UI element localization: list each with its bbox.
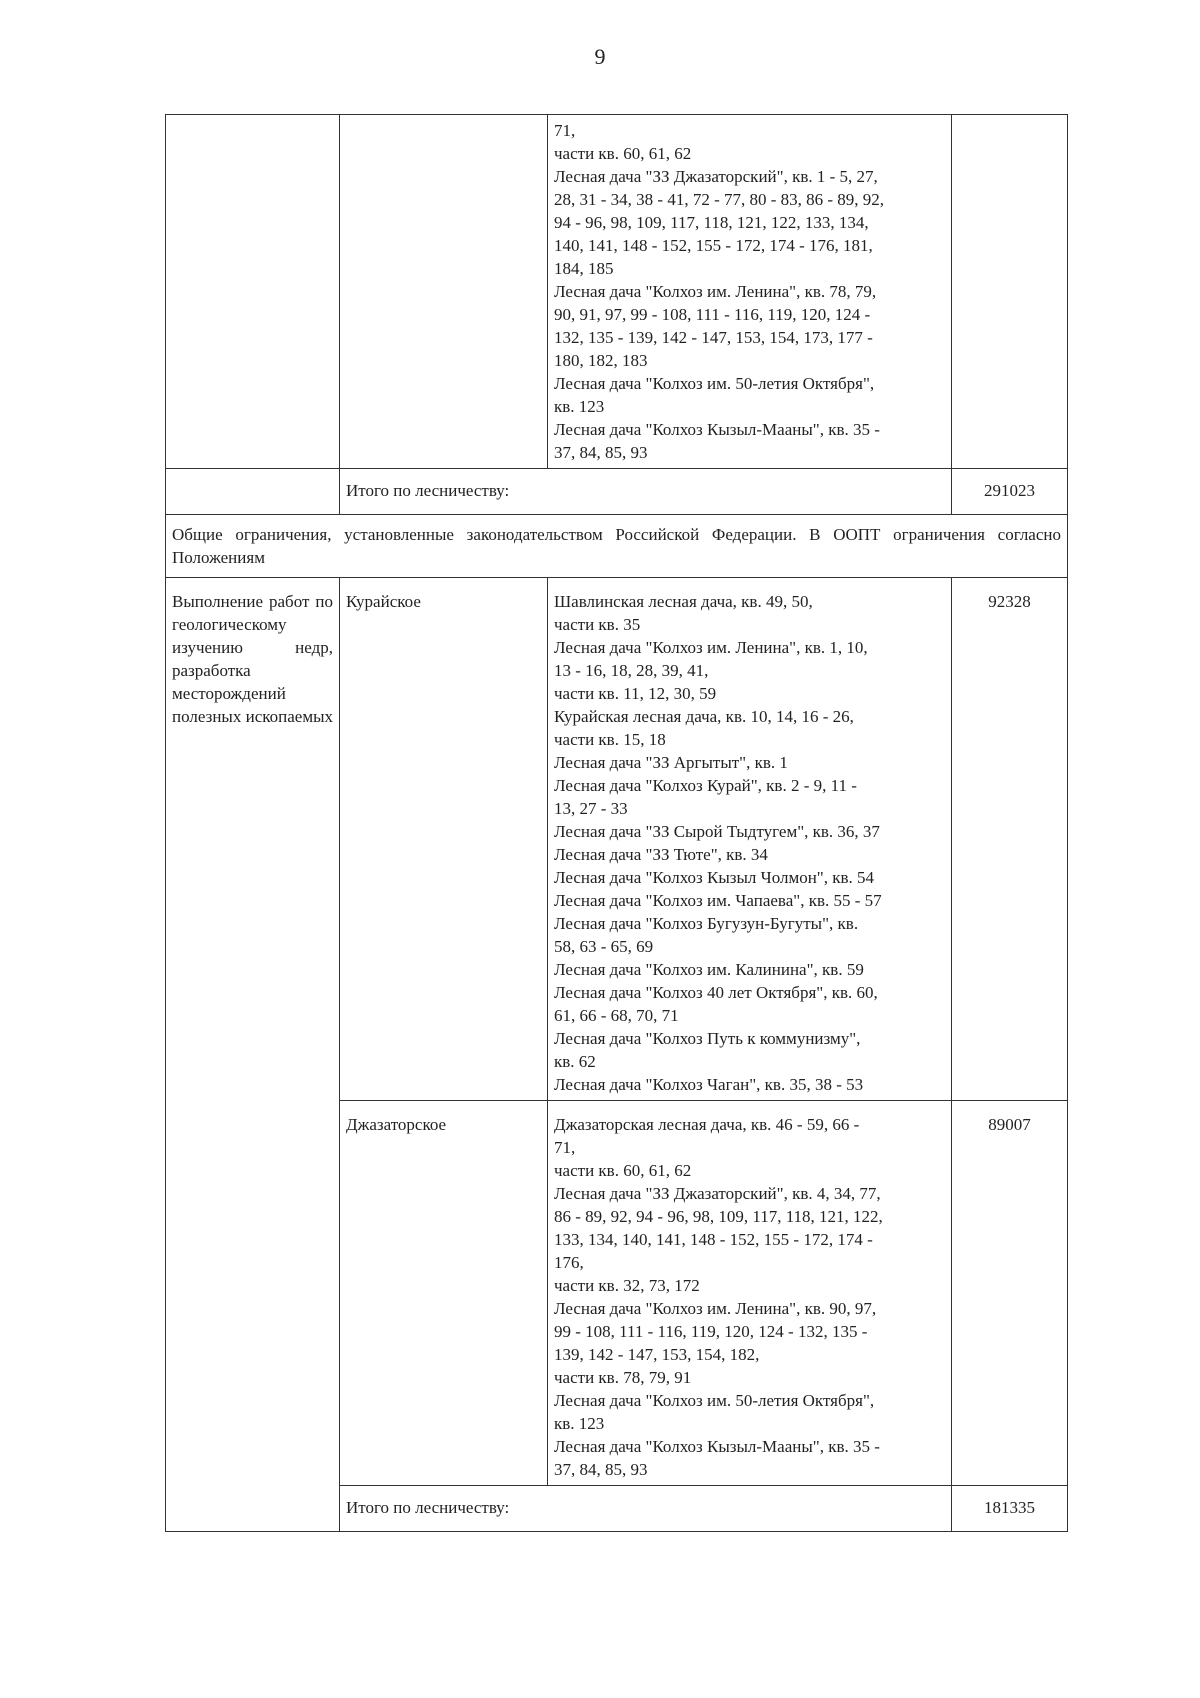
total-label: Итого по лесничеству: (340, 1486, 952, 1532)
description-line: Курайская лесная дача, кв. 10, 14, 16 - 26, (554, 707, 854, 726)
description-line: 176, (554, 1253, 584, 1272)
description-line: 61, 66 - 68, 70, 71 (554, 1006, 679, 1025)
description-line: части кв. 32, 73, 172 (554, 1276, 700, 1295)
description-line: Лесная дача "ЗЗ Сырой Тыдтугем", кв. 36, 37 (554, 822, 880, 841)
description-line: 13 - 16, 18, 28, 39, 41, (554, 661, 709, 680)
total-label: Итого по лесничеству: (340, 469, 952, 515)
page-number: 9 (594, 44, 606, 69)
description-cell (548, 578, 952, 1101)
table-row (166, 115, 1068, 469)
area-cell (952, 115, 1068, 469)
description-line: Джазаторская лесная дача, кв. 46 - 59, 66 - (554, 1115, 860, 1134)
description-line: 71, (554, 1138, 576, 1157)
description-line: Лесная дача "Колхоз 40 лет Октября", кв. 60, (554, 983, 878, 1002)
description-line: Лесная дача "Колхоз Бугузун-Бугуты", кв. (554, 914, 859, 933)
description-line: 180, 182, 183 (554, 351, 648, 370)
description-line: Лесная дача "Колхоз Путь к коммунизму", (554, 1029, 861, 1048)
description-line: 139, 142 - 147, 153, 154, 182, (554, 1345, 760, 1364)
description-line: Лесная дача "Колхоз им. 50-летия Октября", (554, 374, 875, 393)
description-line: 140, 141, 148 - 152, 155 - 172, 174 - 176, 181, (554, 236, 873, 255)
description-line: 184, 185 (554, 259, 614, 278)
description-line: Лесная дача "Колхоз им. Ленина", кв. 1, 10, (554, 638, 868, 657)
description-line: Лесная дача "Колхоз Курай", кв. 2 - 9, 11 - (554, 776, 857, 795)
description-line: 132, 135 - 139, 142 - 147, 153, 154, 173, 177 - (554, 328, 873, 347)
description-line: 86 - 89, 92, 94 - 96, 98, 109, 117, 118, 121, 122, (554, 1207, 883, 1226)
description-line: 94 - 96, 98, 109, 117, 118, 121, 122, 133, 134, (554, 213, 869, 232)
description-line: части кв. 11, 12, 30, 59 (554, 684, 717, 703)
description-line: части кв. 78, 79, 91 (554, 1368, 692, 1387)
description-line: Лесная дача "Колхоз Чаган", кв. 35, 38 - 53 (554, 1075, 864, 1094)
description-line: Лесная дача "ЗЗ Джазаторский", кв. 4, 34, 77, (554, 1184, 881, 1203)
description-line: части кв. 60, 61, 62 (554, 1161, 692, 1180)
description-line: Лесная дача "Колхоз им. Калинина", кв. 59 (554, 960, 864, 979)
description-line: 28, 31 - 34, 38 - 41, 72 - 77, 80 - 83, 86 - 89, 92, (554, 190, 885, 209)
description-line: кв. 62 (554, 1052, 596, 1071)
activity-cell (166, 469, 340, 515)
description-line: Лесная дача "Колхоз Кызыл Чолмон", кв. 54 (554, 868, 875, 887)
description-line: 37, 84, 85, 93 (554, 443, 648, 462)
total-value: 291023 (952, 469, 1068, 515)
description-line: части кв. 35 (554, 615, 641, 634)
description-line: кв. 123 (554, 1414, 605, 1433)
description-line: 37, 84, 85, 93 (554, 1460, 648, 1479)
description-line: Шавлинская лесная дача, кв. 49, 50, (554, 592, 813, 611)
description-line: 133, 134, 140, 141, 148 - 152, 155 - 172, 174 - (554, 1230, 873, 1249)
description-line: кв. 123 (554, 397, 605, 416)
total-row (166, 469, 1068, 515)
area-cell: 92328 (952, 578, 1068, 1101)
description-line: 71, (554, 121, 576, 140)
table-row (166, 578, 1068, 1101)
forestry-restrictions-table (165, 114, 1068, 1532)
description-line: Лесная дача "Колхоз им. 50-летия Октября", (554, 1391, 875, 1410)
description-line: Лесная дача "ЗЗ Джазаторский", кв. 1 - 5, 27, (554, 167, 878, 186)
description-cell (548, 1101, 952, 1486)
activity-cell (166, 115, 340, 469)
description-line: Лесная дача "ЗЗ Тюте", кв. 34 (554, 845, 768, 864)
description-line: 13, 27 - 33 (554, 799, 628, 818)
description-line: части кв. 15, 18 (554, 730, 666, 749)
description-line: 90, 91, 97, 99 - 108, 111 - 116, 119, 120, 124 - (554, 305, 871, 324)
description-line: Лесная дача "Колхоз им. Ленина", кв. 78, 79, (554, 282, 877, 301)
description-line: Лесная дача "Колхоз Кызыл-Мааны", кв. 35 - (554, 420, 880, 439)
general-restrictions-text: Общие ограничения, установленные законодательством Российской Федерации. В ООПТ ограничения согласно Положениям (166, 515, 1068, 578)
description-line: Лесная дача "ЗЗ Аргытыт", кв. 1 (554, 753, 788, 772)
area-cell: 89007 (952, 1101, 1068, 1486)
forestry-cell: Джазаторское (340, 1101, 548, 1486)
description-line: 58, 63 - 65, 69 (554, 937, 654, 956)
forestry-cell: Курайское (340, 578, 548, 1101)
forestry-cell (340, 115, 548, 469)
description-line: Лесная дача "Колхоз Кызыл-Мааны", кв. 35 - (554, 1437, 880, 1456)
description-cell (548, 115, 952, 469)
activity-cell: Выполнение работ по геологическому изучению недр, разработка месторождений полезных ископаемых (166, 578, 340, 1532)
description-line: Лесная дача "Колхоз им. Чапаева", кв. 55 - 57 (554, 891, 882, 910)
general-restrictions-row (166, 515, 1068, 578)
description-line: Лесная дача "Колхоз им. Ленина", кв. 90, 97, (554, 1299, 877, 1318)
description-line: части кв. 60, 61, 62 (554, 144, 692, 163)
total-value: 181335 (952, 1486, 1068, 1532)
description-line: 99 - 108, 111 - 116, 119, 120, 124 - 132, 135 - (554, 1322, 868, 1341)
